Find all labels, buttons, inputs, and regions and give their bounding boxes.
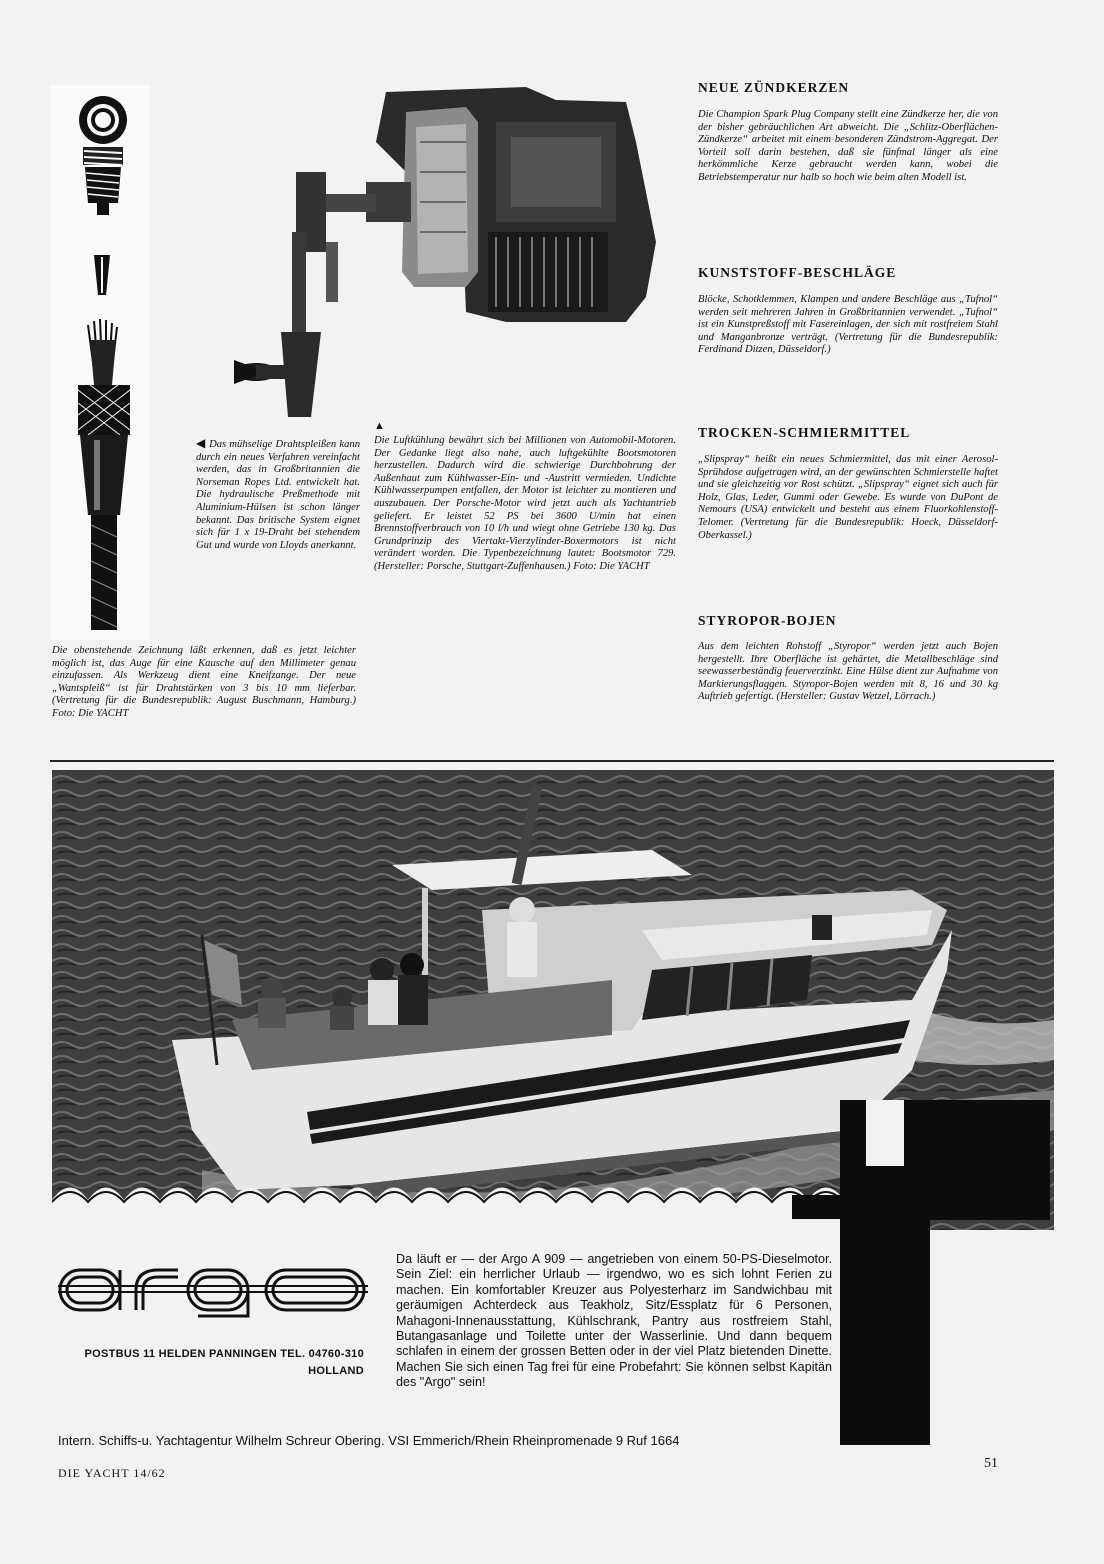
caption-text-wide: Die obenstehende Zeichnung läßt erkennen, daß es jetzt leichter möglich ist, das Auge für eine Kausche auf den Millimeter genau einzufassen. Als Werkzeug dient eine Kneifzange. Der neue „Wantspleiß“ ist für Drahtstärken von 3 bis 10 mm lieferbar. (Vertretung für die Bundesrepublik: August Buschmann, Hamburg.) Foto: Die YACHT xyxy=(52,645,356,719)
argo-ad-text xyxy=(396,1252,832,1391)
caption-text-narrow: Das mühselige Drahtspleißen kann durch ein neues Verfahren vereinfacht werden, das in Großbritannien die Norseman Ropes Ltd. entwickelt hat. Die hydraulische Preßmethode mit Aluminium-Hülsen ist schon länger bekannt. Das britische System eignet sich für 1 x 19-Draht bei stehendem Gut und wurde von Lloyds anerkannt. xyxy=(196,439,360,551)
wire-splice-caption xyxy=(196,437,360,552)
argo-logo xyxy=(58,1258,368,1318)
article-kunststoff-beschlaege xyxy=(698,265,998,425)
article-body: „Slipspray“ heißt ein neues Schmiermittel, das mit einer Aerosol-Sprühdose aufgetragen wird, an der gewünschten Schmierstelle haftet und sie gleichzeitig vor Rost schützt. „Slipspray“ eignet sich auch für Holz, Glas, Leder, Gummi oder Gewebe. Es wurde von DuPont de Nemours (USA) entwickelt und besteht aus einem Fluorkohlenstoff-Telomer. (Vertretung für die Bundesrepublik: Hoeck, Düsseldorf-Oberkassel.) xyxy=(698,454,998,541)
article-heading: KUNSTSTOFF-BESCHLÄGE xyxy=(698,265,897,280)
article-neue-zuendkerzen xyxy=(698,80,998,265)
article-body: Die Champion Spark Plug Company stellt eine Zündkerze her, die von der bisher gebräuchlichen Art abweicht. Die „Schlitz-Oberflächen-Zündkerze“ arbeitet mit einem besonderen Zündstrom-Aggregat. Der Vorteil soll darin bestehen, daß sie fünfmal länger als eine herkömmliche Kerze gebraucht werden kann, wobei die Betriebstemperatur nur halb so hoch wie beim alten Modell ist. xyxy=(698,109,998,183)
article-trocken-schmiermittel xyxy=(698,425,998,613)
up-arrow-icon: ▲ xyxy=(374,420,385,432)
article-heading: TROCKEN-SCHMIERMITTEL xyxy=(698,425,911,440)
article-body: Blöcke, Schotklemmen, Klampen und andere Beschläge aus „Tufnol“ werden seit mehreren Jahren in Großbritannien verwendet. „Tufnol“ ist ein Kunstpreßstoff mit Fasereinlagen, der sich mit rostfreiem Stahl und Manganbronze verträgt. (Vertretung für die Bundesrepublik: Ferdinand Ditzen, Düsseldorf.) xyxy=(698,294,998,356)
caption-text: Die Luftkühlung bewährt sich bei Millionen von Automobil-Motoren. Der Gedanke liegt also nahe, auch luftgekühlte Bootsmotoren herzustellen. Dadurch wird die schwierige Durchbohrung der Außenhaut zum Kühlwasser-Ein- und -Austritt vermieden. Undichte Kühlwasserpumpen entfallen, der Motor ist leichter zu montieren und auszubauen. Der Porsche-Motor wird jetzt auch als Yachtantrieb geliefert. Er leistet 52 PS bei 3600 U/min hat einen Brennstoffverbrauch von 10 l/h und wiegt ohne Getriebe 130 kg. Das Grundprinzip des Viertakt-Vierzylinder-Boxermotors ist nicht verändert worden. Die Typenbezeichnung lautet: Bootsmotor 729. (Hersteller: Porsche, Stuttgart-Zuffenhausen.) Foto: Die YACHT xyxy=(374,435,676,572)
article-styropor-bojen xyxy=(698,613,998,704)
section-divider xyxy=(50,760,1054,762)
argo-address xyxy=(52,1346,364,1380)
porsche-engine-photo xyxy=(226,82,676,432)
article-heading: NEUE ZÜNDKERZEN xyxy=(698,80,850,95)
page-number: 51 xyxy=(984,1456,998,1471)
magazine-issue: DIE YACHT 14/62 xyxy=(58,1466,166,1480)
ad-paragraph: Da läuft er — der Argo A 909 — angetrieben von einem 50-PS-Dieselmotor. Sein Ziel: ein herrlicher Urlaub — irgendwo, wo es sich lohnt Ferien zu machen. Ein komfortabler Kreuzer aus Polyesterharz im Sandwichbau mit geräumigen Achterdeck aus Teakholz, Sitz/Essplatz für 6 Personen, Mahagoni-Innenausstattung, Kühlschrank, Pantry aus rostfreiem Stahl, Butangasanlage und Toilette unter der Wasserlinie. Und dann bequem schlafen in einem der grossen Betten oder in der viel Platz bietenden Dinette. Machen Sie sich einen Tag frei für eine Probefahrt: Sie können selbst Kapitän des "Argo" sein! xyxy=(396,1252,832,1390)
article-body: Aus dem leichten Rohstoff „Styropor“ werden jetzt auch Bojen hergestellt. Ihre Oberfläche ist gehärtet, die Metallbeschläge sind seewasserbeständig feuerverzinkt. Eine Hülse dient zur Aufnahme von Markierungsflaggen. Styropor-Bojen werden mit 8, 16 und 30 kg Auftrieb gefertigt. (Hersteller: Gustav Wetzel, Lörrach.) xyxy=(698,641,998,703)
agency-line: Intern. Schiffs-u. Yachtagentur Wilhelm Schreur Obering. VSI Emmerich/Rhein Rheinpromenade 9 Ruf 1664 xyxy=(58,1433,680,1448)
right-column xyxy=(698,80,998,704)
wire-splice-illustration xyxy=(50,85,150,640)
wire-splice-caption-continued xyxy=(52,645,356,721)
argo-emblem-slab xyxy=(930,1100,1050,1220)
address-line-2: HOLLAND xyxy=(308,1365,364,1377)
left-arrow-icon: ◀ xyxy=(196,436,206,450)
address-line-1: POSTBUS 11 HELDEN PANNINGEN TEL. 04760-310 xyxy=(84,1348,364,1360)
argo-emblem-bar xyxy=(792,1195,840,1219)
article-heading: STYROPOR-BOJEN xyxy=(698,613,837,628)
engine-caption xyxy=(374,420,676,574)
argo-emblem-notch xyxy=(866,1100,904,1166)
